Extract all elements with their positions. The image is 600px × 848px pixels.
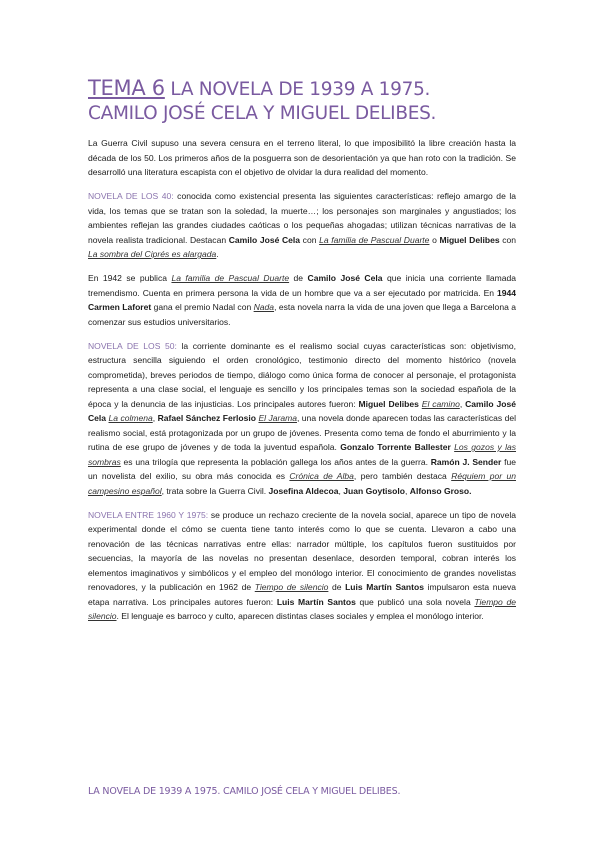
work-title: La familia de Pascual Duarte xyxy=(171,273,290,283)
author-name: Camilo José Cela xyxy=(228,234,301,245)
title-tema: TEMA 6 xyxy=(88,76,165,100)
text-run: se produce un rechazo creciente de la novela social, aparece un tipo de novela experimental donde el cómo se cuenta tiene tanto interés como lo que se cuenta. Llevaron a cabo una renovación de las técnicas narrativas entre ellas: narrador múltiple, los capítulos fueron sustituidos por secuencias, la mayoría de las novelas no presentan desenlace, desorden temporal, cobran interés los elementos imaginativos y simbólicos y el empleo del monólogo interior. El conocimiento de grandes novelistas renovadores, y la publicación en 1962 de xyxy=(88,509,516,592)
title-line1: LA NOVELA DE 1939 A 1975. xyxy=(164,79,431,100)
text-run: con xyxy=(499,234,516,245)
text-run: , pero también destaca xyxy=(353,471,452,481)
text-run: o xyxy=(429,234,440,245)
author-name: Camilo José Cela xyxy=(88,398,516,423)
text-run: conocida como existencial presenta las siguientes características: reflejo amargo de la vida, los temas que se tratan son la soledad, la muerte…; los personajes son marginales y angustiados; los ambientes reflejan las grandes ciudades caóticas o los pequeñas ahogadas; utilizan técnicas narrativas de la novela realista tradicional. Destacan xyxy=(88,191,516,245)
text-run: que inicia una corriente llamada tremendismo. Cuenta en primera persona la vida de un hombre que va a ser ejecutado por matricida. En xyxy=(88,273,517,298)
author-name: 1944 Carmen Laforet xyxy=(88,287,516,312)
paragraph-1942 xyxy=(88,271,516,329)
work-title: Tiempo de silencio xyxy=(254,582,329,592)
author-name: Gonzalo Torrente Ballester xyxy=(340,442,451,452)
text-run: de xyxy=(289,273,308,283)
text-run: . El lenguaje es barroco y culto, aparecen distintas clases sociales y emplea el monólogo interior. xyxy=(116,611,484,621)
author-name: Juan Goytisolo xyxy=(343,485,406,496)
text-run: es una trilogía que representa la población gallega los años antes de la guerra. xyxy=(120,456,431,467)
intro-paragraph: La Guerra Civil supuso una severa censura en el terreno literal, lo que imposibilitó la libre creación hasta la década de los 50. Los primeros años de la posguerra son de desorientación ya que han roto con la tradición. Se desarrolló una literatura escapista con el objetivo de olvidar la dura realidad del momento. xyxy=(88,138,516,177)
text-run: , trata sobre la Guerra Civil. xyxy=(161,485,269,496)
text-run: , xyxy=(338,485,344,496)
work-title: El Jarama xyxy=(258,413,297,423)
text-run: con xyxy=(300,234,320,245)
work-title: El camino xyxy=(421,398,460,409)
text-run: la corriente dominante es el realismo social cuyas características son: objetivismo, estructura sencilla siguiendo el orden cronológico, testimonio directo del momento histórico (novela comprometida), breves periodos de tiempo, diálogo como única forma de conocer al personaje, el protagonista representa a una clase social, el lenguaje es sencillo y los principales temas son la sociedad española de la época y la denuncia de las injusticias. Los principales autores fueron: xyxy=(88,340,516,409)
text-run: En 1942 se publica xyxy=(88,273,172,283)
text-run: que publicó una sola novela xyxy=(355,596,475,607)
work-title: La sombra del Ciprés es alargada xyxy=(88,249,217,259)
author-name: Miguel Delibes xyxy=(439,234,500,245)
author-name: Luis Martín Santos xyxy=(345,582,424,592)
author-name: Ramón J. Sender xyxy=(430,456,502,467)
section-label: NOVELA DE LOS 50: xyxy=(88,340,177,351)
author-name: Luis Martín Santos xyxy=(276,596,356,607)
text-run: . xyxy=(216,249,219,259)
text-run: fue un novelista del exilio, su obra más conocida es xyxy=(88,456,516,481)
page-title xyxy=(88,76,528,126)
paragraph-novela-50 xyxy=(88,339,516,499)
text-run: , una novela donde aparecen todas las características del realismo social, está protagonizada por un grupo de jóvenes. Presenta como tema de fondo el aburrimiento y la rutina de ese grupo de jóvenes y de toda la juventud española. xyxy=(88,413,517,452)
author-name: Alfonso Groso. xyxy=(409,485,472,496)
work-title: Tiempo de silencio xyxy=(88,596,516,621)
text-run: , xyxy=(459,398,466,409)
work-title: Réquiem por un campesino español xyxy=(88,471,516,496)
section-label: NOVELA ENTRE 1960 Y 1975: xyxy=(88,509,209,520)
text-run: , xyxy=(405,485,410,496)
text-run: de xyxy=(328,582,346,592)
work-title: Crónica de Alba xyxy=(289,471,354,481)
text-run: , xyxy=(152,413,158,423)
paragraph-novela-40 xyxy=(88,189,516,262)
work-title: La familia de Pascual Duarte xyxy=(319,234,430,245)
document-body xyxy=(88,136,516,633)
text-run: impulsaron esta nueva etapa narrativa. Los principales autores fueron: xyxy=(88,582,516,607)
text-run: , esta novela narra la vida de una joven que llega a Barcelona a comenzar sus estudios universitarios. xyxy=(88,302,516,327)
text-run: gana el premio Nadal con xyxy=(151,302,254,312)
work-title: Nada xyxy=(253,302,275,312)
author-name: Josefina Aldecoa xyxy=(268,485,339,496)
work-title: La colmena xyxy=(108,413,153,423)
page-footer: LA NOVELA DE 1939 A 1975. CAMILO JOSÉ CELA Y MIGUEL DELIBES. xyxy=(88,786,401,797)
section-label: NOVELA DE LOS 40: xyxy=(88,191,174,201)
paragraph-novela-60-75 xyxy=(88,508,516,624)
author-name: Miguel Delibes xyxy=(358,398,419,409)
author-name: Camilo José Cela xyxy=(307,273,383,283)
title-line2: CAMILO JOSÉ CELA Y MIGUEL DELIBES. xyxy=(88,103,437,124)
work-title: Los gozos y las sombras xyxy=(88,442,517,467)
author-name: Rafael Sánchez Ferlosio xyxy=(157,413,257,423)
